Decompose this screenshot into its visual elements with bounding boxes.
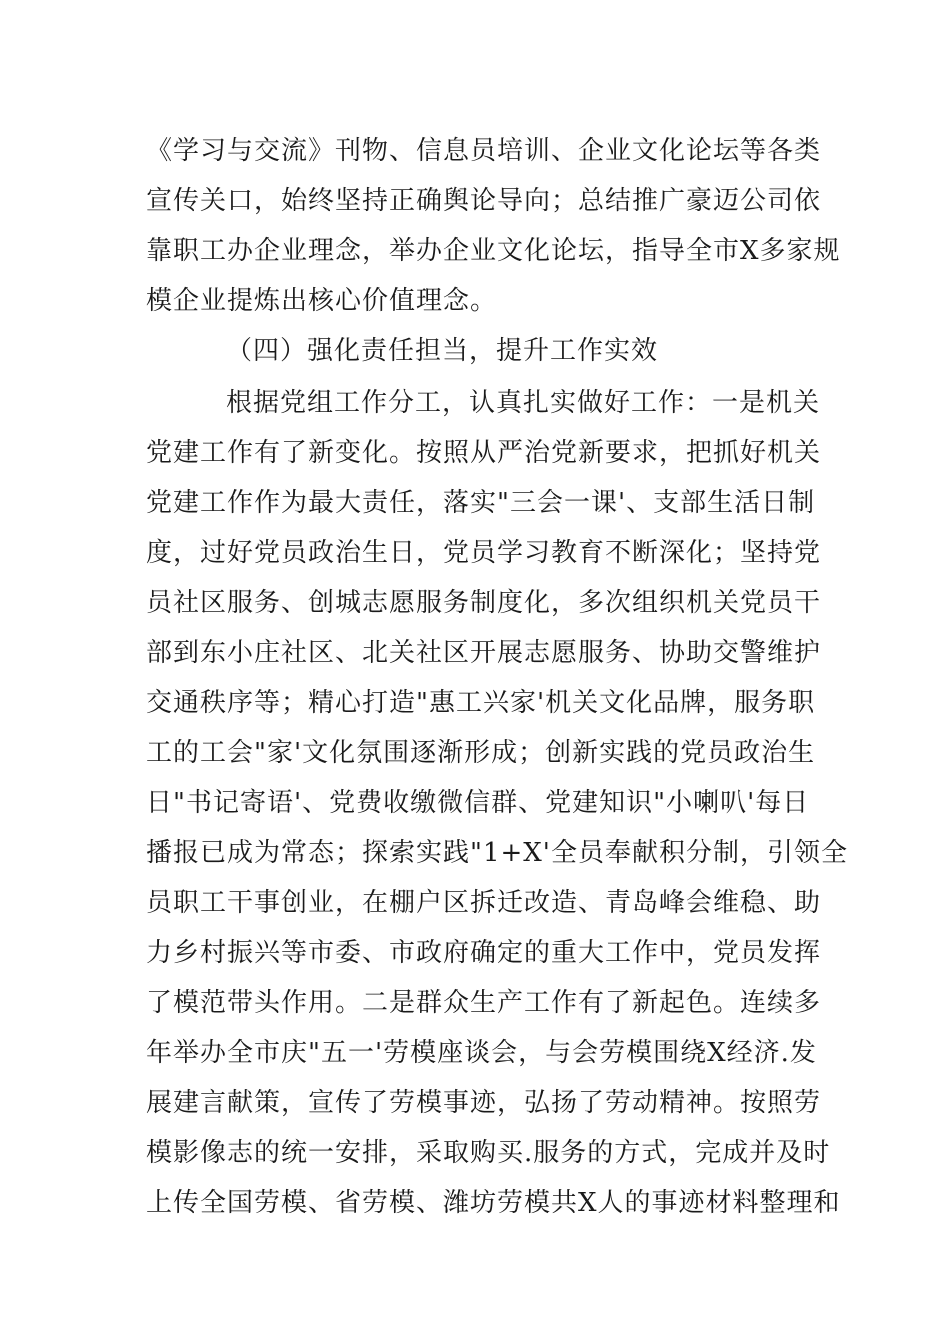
paragraph-line: 上传全国劳模、省劳模、潍坊劳模共X人的事迹材料整理和 (146, 1188, 841, 1218)
paragraph-line: 展建言献策，宣传了劳模事迹，弘扬了劳动精神。按照劳 (146, 1088, 822, 1118)
paragraph-line: 日"书记寄语'、党费收缴微信群、党建知识"小喇叭'每日 (146, 788, 810, 818)
paragraph-line: 工的工会"家'文化氛围逐渐形成；创新实践的党员政治生 (146, 738, 816, 768)
paragraph-line: 宣传关口，始终坚持正确舆论导向；总结推广豪迈公司依 (146, 186, 822, 216)
paragraph-line: 模影像志的统一安排，采取购买.服务的方式，完成并及时 (146, 1138, 831, 1168)
paragraph-line: 模企业提炼出核心价值理念。 (146, 286, 498, 316)
paragraph-line: 员职工干事创业，在棚户区拆迁改造、青岛峰会维稳、助 (146, 888, 822, 918)
paragraph-line: 党建工作有了新变化。按照从严治党新要求，把抓好机关 (146, 438, 822, 468)
paragraph-line: 靠职工办企业理念，举办企业文化论坛，指导全市X多家规 (146, 236, 841, 266)
paragraph-line: 了模范带头作用。二是群众生产工作有了新起色。连续多 (146, 988, 822, 1018)
paragraph-line: 根据党组工作分工，认真扎实做好工作：一是机关 (226, 388, 821, 418)
paragraph-line: 年举办全市庆"五一'劳模座谈会，与会劳模围绕X经济.发 (146, 1038, 817, 1068)
paragraph-line: 度，过好党员政治生日，党员学习教育不断深化；坚持党 (146, 538, 822, 568)
paragraph-line: 员社区服务、创城志愿服务制度化，多次组织机关党员干 (146, 588, 822, 618)
paragraph-line: 交通秩序等；精心打造"惠工兴家'机关文化品牌，服务职 (146, 688, 816, 718)
paragraph-line: 部到东小庄社区、北关社区开展志愿服务、协助交警维护 (146, 638, 822, 668)
paragraph-line: 力乡村振兴等市委、市政府确定的重大工作中，党员发挥 (146, 938, 822, 968)
paragraph-line: 《学习与交流》刊物、信息员培训、企业文化论坛等各类 (146, 136, 822, 166)
section-heading: （四）强化责任担当，提升工作实效 (226, 336, 659, 366)
paragraph-line: 党建工作作为最大责任，落实"三会一课'、支部生活日制 (146, 488, 816, 518)
paragraph-line: 播报已成为常态；探索实践"1+X'全员奉献积分制，引领全 (146, 838, 848, 868)
